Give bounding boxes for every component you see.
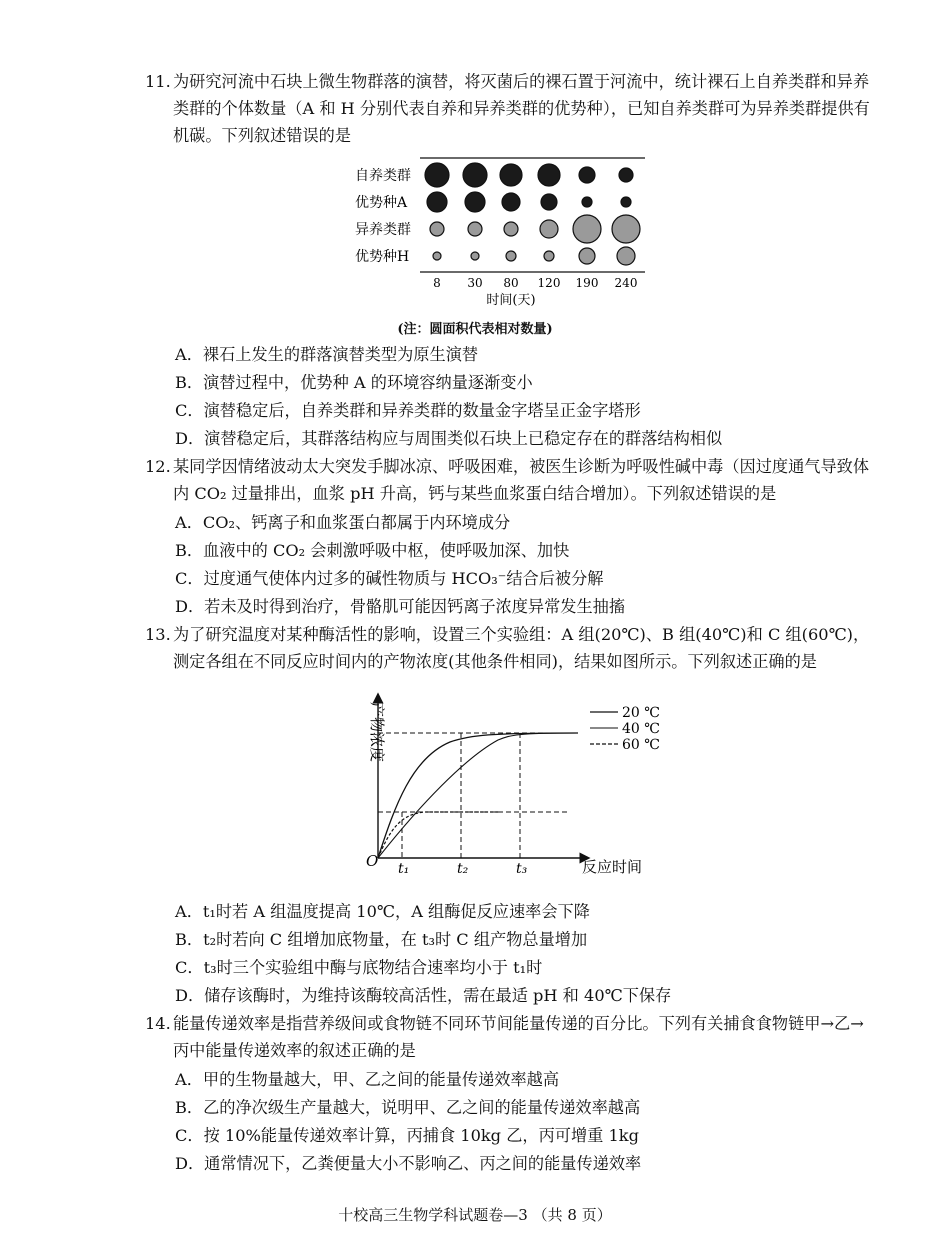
bubble — [621, 197, 631, 207]
x-tick-label: 190 — [575, 276, 599, 290]
question-14 — [145, 1010, 875, 1064]
x-tick-label: 240 — [614, 276, 638, 290]
option-b: B．乙的净次级生产量越大，说明甲、乙之间的能量传递效率越高 — [175, 1098, 641, 1117]
community-succession-figure — [345, 150, 655, 310]
bubble — [617, 247, 635, 265]
bubble — [427, 192, 447, 212]
option-b: B．演替过程中，优势种 A 的环境容纳量逐渐变小 — [175, 373, 533, 392]
bubble-grid — [425, 163, 640, 265]
option-a: A．甲的生物量越大，甲、乙之间的能量传递效率越高 — [175, 1070, 560, 1089]
row-label: 异养类群 — [355, 222, 411, 238]
row-label: 优势种A — [355, 195, 408, 211]
question-12 — [145, 453, 875, 507]
bubble — [500, 164, 522, 186]
bubble — [612, 215, 640, 243]
x-tick-label: 8 — [433, 276, 441, 290]
legend-item: 60 ℃ — [622, 737, 660, 753]
bubble — [430, 222, 444, 236]
option-d: D．通常情况下，乙粪便量大小不影响乙、丙之间的能量传递效率 — [175, 1154, 642, 1173]
question-stem: 能量传递效率是指营养级间或食物链不同环节间能量传递的百分比。下列有关捕食食物链甲→乙→丙中能量传递效率的叙述正确的是 — [173, 1014, 864, 1060]
bubble — [544, 251, 554, 261]
bubble — [502, 193, 520, 211]
bubble — [433, 252, 441, 260]
option-a: A．CO₂、钙离子和血浆蛋白都属于内环境成分 — [175, 513, 511, 532]
curve-20c — [378, 733, 578, 858]
bubble — [471, 252, 479, 260]
bubble — [504, 222, 518, 236]
question-number: 12. — [145, 457, 171, 476]
bubble — [540, 220, 558, 238]
option-c: C．按 10%能量传递效率计算，丙捕食 10kg 乙，丙可增重 1kg — [175, 1126, 639, 1145]
question-11 — [145, 68, 875, 149]
bubble — [619, 168, 633, 182]
legend-item: 20 ℃ — [622, 705, 660, 721]
bubble — [538, 164, 560, 186]
legend-item: 40 ℃ — [622, 721, 660, 737]
question-stem: 为了研究温度对某种酶活性的影响，设置三个实验组：A 组(20℃)、B 组(40℃)和 C 组(60℃)，测定各组在不同反应时间内的产物浓度(其他条件相同)，结果如图所示。下列叙述正确的是 — [173, 625, 870, 671]
option-a: A．裸石上发生的群落演替类型为原生演替 — [175, 345, 479, 364]
bubble — [582, 197, 592, 207]
curve-40c — [378, 733, 578, 858]
question-number: 11. — [145, 72, 171, 91]
question-13 — [145, 621, 875, 675]
question-stem: 为研究河流中石块上微生物群落的演替，将灭菌后的裸石置于河流中，统计裸石上自养类群和异养类群的个体数量（A 和 H 分别代表自养和异养类群的优势种），已知自养类群可为异养类群提供有机碳。下列叙述错误的是 — [173, 72, 870, 145]
bubble — [573, 215, 601, 243]
option-a: A．t₁时若 A 组温度提高 10℃，A 组酶促反应速率会下降 — [175, 902, 590, 921]
x-tick-label: 120 — [537, 276, 561, 290]
row-label: 自养类群 — [355, 168, 411, 184]
option-c: C．演替稳定后，自养类群和异养类群的数量金字塔呈正金字塔形 — [175, 401, 641, 420]
option-c: C．t₃时三个实验组中酶与底物结合速率均小于 t₁时 — [175, 958, 543, 977]
bubble — [468, 222, 482, 236]
page-footer: 十校高三生物学科试题卷—3 （共 8 页） — [338, 1206, 612, 1224]
origin-label: O — [366, 852, 379, 870]
product-concentration-graph — [350, 690, 670, 885]
question-number: 14. — [145, 1014, 171, 1033]
bubble — [541, 194, 557, 210]
bubble — [579, 248, 595, 264]
bubble — [506, 251, 516, 261]
y-axis-label: 产物浓度 — [368, 702, 386, 763]
figure-note: (注：圆面积代表相对数量) — [397, 322, 553, 337]
tick-t1: t₁ — [398, 861, 410, 877]
bubble — [463, 163, 487, 187]
x-tick-label: 80 — [503, 276, 519, 290]
option-c: C．过度通气使体内过多的碱性物质与 HCO₃⁻结合后被分解 — [175, 569, 604, 588]
bubble — [425, 163, 449, 187]
x-axis-title: 时间(天) — [486, 293, 536, 308]
bubble — [579, 167, 595, 183]
option-b: B．t₂时若向 C 组增加底物量，在 t₃时 C 组产物总量增加 — [175, 930, 588, 949]
option-d: D．若未及时得到治疗，骨骼肌可能因钙离子浓度异常发生抽搐 — [175, 597, 626, 616]
tick-t3: t₃ — [516, 861, 528, 877]
question-stem: 某同学因情绪波动太大突发手脚冰凉、呼吸困难，被医生诊断为呼吸性碱中毒（因过度通气导致体内 CO₂ 过量排出，血浆 pH 升高，钙与某些血浆蛋白结合增加）。下列叙述错误的是 — [173, 457, 870, 503]
tick-t2: t₂ — [457, 861, 469, 877]
question-number: 13. — [145, 625, 171, 644]
option-d: D．储存该酶时，为维持该酶较高活性，需在最适 pH 和 40℃下保存 — [175, 986, 672, 1005]
x-tick-label: 30 — [467, 276, 483, 290]
row-label: 优势种H — [355, 249, 410, 265]
x-axis-label: 反应时间 — [582, 858, 643, 876]
option-d: D．演替稳定后，其群落结构应与周围类似石块上已稳定存在的群落结构相似 — [175, 429, 723, 448]
option-b: B．血液中的 CO₂ 会刺激呼吸中枢，使呼吸加深、加快 — [175, 541, 570, 560]
bubble — [465, 192, 485, 212]
